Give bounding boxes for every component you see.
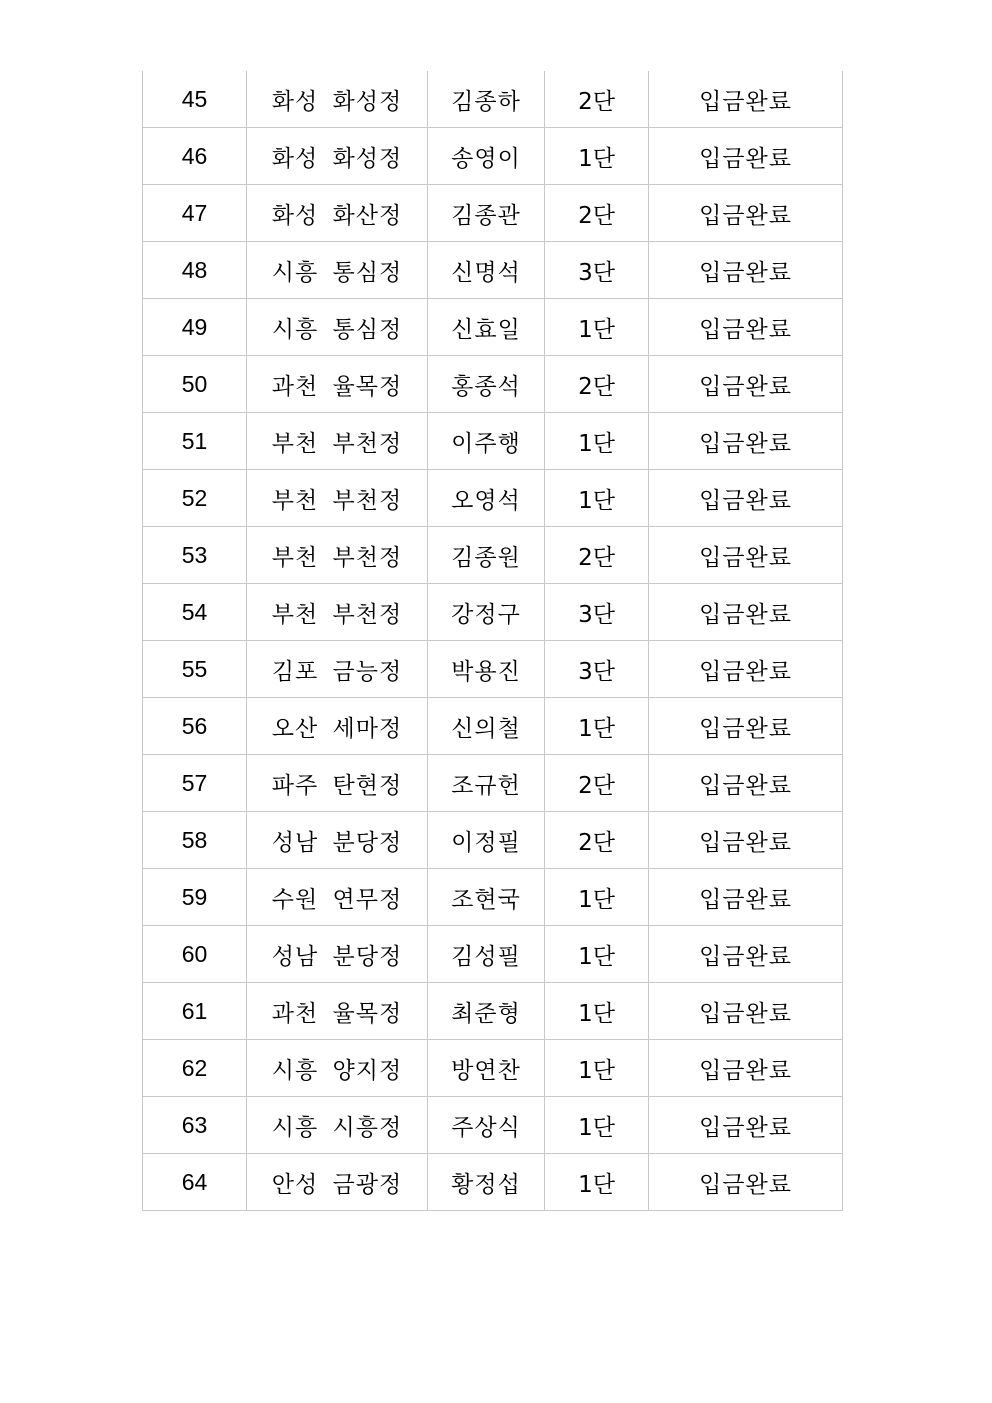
- cell-name: 오영석: [428, 470, 545, 527]
- cell-payment-status: 입금완료: [649, 356, 843, 413]
- cell-number: 63: [143, 1097, 247, 1154]
- cell-club: 부천 부천정: [247, 584, 428, 641]
- cell-name: 김종하: [428, 71, 545, 128]
- cell-number: 47: [143, 185, 247, 242]
- table-row: [143, 926, 843, 983]
- cell-number: 58: [143, 812, 247, 869]
- cell-club: 부천 부천정: [247, 470, 428, 527]
- table-row: [143, 185, 843, 242]
- cell-payment-status: 입금완료: [649, 869, 843, 926]
- cell-number: 61: [143, 983, 247, 1040]
- cell-number: 52: [143, 470, 247, 527]
- cell-payment-status: 입금완료: [649, 812, 843, 869]
- cell-club: 오산 세마정: [247, 698, 428, 755]
- cell-club: 김포 금능정: [247, 641, 428, 698]
- cell-name: 황정섭: [428, 1154, 545, 1211]
- cell-number: 54: [143, 584, 247, 641]
- cell-number: 57: [143, 755, 247, 812]
- cell-club: 성남 분당정: [247, 926, 428, 983]
- cell-name: 이주행: [428, 413, 545, 470]
- table-row: [143, 1097, 843, 1154]
- cell-number: 50: [143, 356, 247, 413]
- cell-name: 김종관: [428, 185, 545, 242]
- cell-club: 화성 화산정: [247, 185, 428, 242]
- cell-payment-status: 입금완료: [649, 71, 843, 128]
- cell-club: 시흥 양지정: [247, 1040, 428, 1097]
- cell-rank: 3단: [545, 242, 649, 299]
- cell-payment-status: 입금완료: [649, 1154, 843, 1211]
- cell-name: 신명석: [428, 242, 545, 299]
- cell-club: 화성 화성정: [247, 71, 428, 128]
- cell-number: 45: [143, 71, 247, 128]
- cell-number: 51: [143, 413, 247, 470]
- cell-rank: 1단: [545, 470, 649, 527]
- cell-rank: 2단: [545, 812, 649, 869]
- cell-payment-status: 입금완료: [649, 698, 843, 755]
- cell-club: 시흥 통심정: [247, 299, 428, 356]
- cell-rank: 1단: [545, 1154, 649, 1211]
- cell-name: 신의철: [428, 698, 545, 755]
- cell-payment-status: 입금완료: [649, 299, 843, 356]
- cell-payment-status: 입금완료: [649, 128, 843, 185]
- cell-payment-status: 입금완료: [649, 983, 843, 1040]
- cell-payment-status: 입금완료: [649, 242, 843, 299]
- cell-payment-status: 입금완료: [649, 470, 843, 527]
- cell-number: 55: [143, 641, 247, 698]
- table-row: [143, 755, 843, 812]
- table-row: [143, 128, 843, 185]
- cell-rank: 2단: [545, 755, 649, 812]
- table-row: [143, 1040, 843, 1097]
- cell-payment-status: 입금완료: [649, 1040, 843, 1097]
- cell-name: 조규헌: [428, 755, 545, 812]
- cell-number: 48: [143, 242, 247, 299]
- cell-club: 시흥 통심정: [247, 242, 428, 299]
- table-row: [143, 641, 843, 698]
- cell-name: 박용진: [428, 641, 545, 698]
- cell-club: 안성 금광정: [247, 1154, 428, 1211]
- cell-name: 송영이: [428, 128, 545, 185]
- cell-payment-status: 입금완료: [649, 527, 843, 584]
- table-row: [143, 527, 843, 584]
- table-row: [143, 869, 843, 926]
- cell-rank: 1단: [545, 1097, 649, 1154]
- roster-table-body: [143, 71, 843, 1211]
- cell-payment-status: 입금완료: [649, 185, 843, 242]
- cell-club: 부천 부천정: [247, 413, 428, 470]
- cell-rank: 1단: [545, 698, 649, 755]
- table-row: [143, 698, 843, 755]
- cell-payment-status: 입금완료: [649, 1097, 843, 1154]
- cell-club: 수원 연무정: [247, 869, 428, 926]
- table-row: [143, 356, 843, 413]
- cell-name: 강정구: [428, 584, 545, 641]
- table-row: [143, 470, 843, 527]
- cell-payment-status: 입금완료: [649, 926, 843, 983]
- cell-rank: 2단: [545, 527, 649, 584]
- cell-club: 과천 율목정: [247, 983, 428, 1040]
- cell-rank: 1단: [545, 128, 649, 185]
- table-row: [143, 983, 843, 1040]
- cell-name: 김종원: [428, 527, 545, 584]
- cell-rank: 1단: [545, 869, 649, 926]
- cell-payment-status: 입금완료: [649, 584, 843, 641]
- cell-rank: 2단: [545, 356, 649, 413]
- cell-rank: 1단: [545, 413, 649, 470]
- cell-number: 64: [143, 1154, 247, 1211]
- cell-club: 부천 부천정: [247, 527, 428, 584]
- table-row: [143, 71, 843, 128]
- cell-number: 59: [143, 869, 247, 926]
- cell-number: 56: [143, 698, 247, 755]
- cell-club: 성남 분당정: [247, 812, 428, 869]
- cell-number: 53: [143, 527, 247, 584]
- cell-rank: 1단: [545, 983, 649, 1040]
- cell-payment-status: 입금완료: [649, 755, 843, 812]
- roster-table: [142, 71, 843, 1211]
- cell-rank: 3단: [545, 641, 649, 698]
- cell-name: 김성필: [428, 926, 545, 983]
- table-row: [143, 1154, 843, 1211]
- cell-club: 파주 탄현정: [247, 755, 428, 812]
- cell-name: 신효일: [428, 299, 545, 356]
- cell-rank: 1단: [545, 926, 649, 983]
- cell-number: 60: [143, 926, 247, 983]
- cell-club: 시흥 시흥정: [247, 1097, 428, 1154]
- cell-name: 방연찬: [428, 1040, 545, 1097]
- cell-rank: 1단: [545, 1040, 649, 1097]
- cell-name: 주상식: [428, 1097, 545, 1154]
- cell-rank: 2단: [545, 185, 649, 242]
- cell-payment-status: 입금완료: [649, 641, 843, 698]
- cell-club: 과천 율목정: [247, 356, 428, 413]
- cell-payment-status: 입금완료: [649, 413, 843, 470]
- cell-number: 62: [143, 1040, 247, 1097]
- cell-rank: 1단: [545, 299, 649, 356]
- cell-number: 49: [143, 299, 247, 356]
- table-row: [143, 584, 843, 641]
- cell-name: 이정필: [428, 812, 545, 869]
- cell-rank: 3단: [545, 584, 649, 641]
- cell-name: 조현국: [428, 869, 545, 926]
- table-row: [143, 299, 843, 356]
- cell-club: 화성 화성정: [247, 128, 428, 185]
- cell-rank: 2단: [545, 71, 649, 128]
- cell-name: 홍종석: [428, 356, 545, 413]
- cell-name: 최준형: [428, 983, 545, 1040]
- table-row: [143, 812, 843, 869]
- cell-number: 46: [143, 128, 247, 185]
- table-row: [143, 242, 843, 299]
- table-row: [143, 413, 843, 470]
